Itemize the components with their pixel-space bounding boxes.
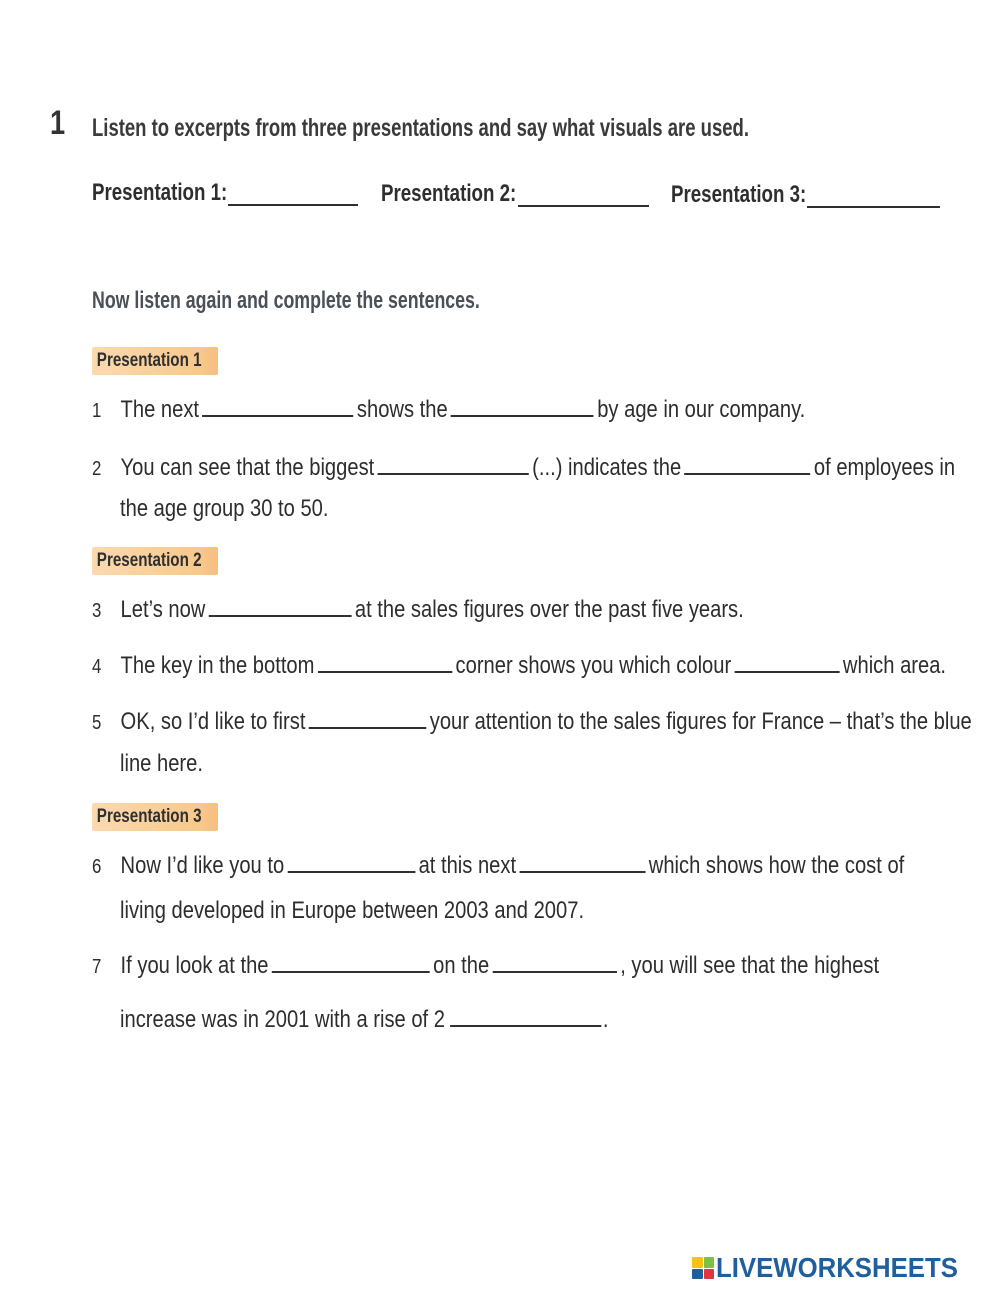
answer-blank[interactable] xyxy=(378,455,529,475)
question-text: of employees in xyxy=(813,454,956,481)
question-text: (...) indicates the xyxy=(532,454,682,481)
question-3 xyxy=(92,596,744,624)
section-tag-presentation-1 xyxy=(92,347,218,375)
question-text: If you look at the xyxy=(120,952,269,979)
question-text: at the sales figures over the past five years. xyxy=(354,596,744,623)
question-2-continuation: the age group 30 to 50. xyxy=(120,495,329,522)
answer-blank[interactable] xyxy=(450,1007,601,1027)
question-text: The next xyxy=(120,396,200,423)
question-text: , you will see that the highest xyxy=(620,952,880,979)
exercise-number: 1 xyxy=(50,104,66,142)
section-tag-label: Presentation 1 xyxy=(96,350,202,371)
liveworksheets-logo xyxy=(692,1252,979,1284)
question-5 xyxy=(92,708,972,736)
question-text: . xyxy=(602,1006,609,1033)
question-number: 5 xyxy=(92,712,102,734)
question-number: 1 xyxy=(92,400,102,422)
answer-blank[interactable] xyxy=(202,397,353,417)
question-7 xyxy=(92,952,879,980)
question-2 xyxy=(92,454,955,482)
section-tag-presentation-3 xyxy=(92,803,218,831)
presentation-3-label: Presentation 3: xyxy=(671,181,807,208)
question-4 xyxy=(92,652,946,680)
subtask-instruction: Now listen again and complete the sentences. xyxy=(92,287,480,314)
presentation-2-input[interactable] xyxy=(518,205,649,207)
answer-blank[interactable] xyxy=(209,597,352,617)
question-number: 2 xyxy=(92,458,102,480)
question-text: OK, so I’d like to first xyxy=(120,708,306,735)
presentation-1-label: Presentation 1: xyxy=(92,179,228,206)
question-1 xyxy=(92,396,805,424)
question-number: 4 xyxy=(92,656,102,678)
section-tag-label: Presentation 2 xyxy=(96,550,202,571)
question-6 xyxy=(92,852,904,880)
question-5-continuation: line here. xyxy=(120,750,203,777)
section-tag-presentation-2 xyxy=(92,547,218,575)
question-text: shows the xyxy=(356,396,448,423)
question-number: 6 xyxy=(92,856,102,878)
answer-blank[interactable] xyxy=(685,455,811,475)
question-text: Now I’d like you to xyxy=(120,852,285,879)
presentation-3-input[interactable] xyxy=(807,206,940,208)
question-text: corner shows you which colour xyxy=(455,652,732,679)
question-text: which area. xyxy=(842,652,947,679)
answer-blank[interactable] xyxy=(309,709,427,729)
question-text: at this next xyxy=(418,852,517,879)
question-text: Let’s now xyxy=(120,596,206,623)
question-text: your attention to the sales figures for France – that’s the blue xyxy=(429,708,972,735)
question-text: on the xyxy=(433,952,490,979)
answer-blank[interactable] xyxy=(288,853,416,873)
question-number: 7 xyxy=(92,956,102,978)
question-text: which shows how the cost of xyxy=(648,852,905,879)
question-text: The key in the bottom xyxy=(120,652,315,679)
section-tag-label: Presentation 3 xyxy=(96,806,202,827)
answer-blank[interactable] xyxy=(519,853,645,873)
answer-blank[interactable] xyxy=(318,653,452,673)
question-text: by age in our company. xyxy=(597,396,806,423)
question-text: You can see that the biggest xyxy=(120,454,375,481)
logo-wordmark: LIVEWORKSHEETS xyxy=(716,1252,958,1283)
logo-blocks-icon xyxy=(692,1257,714,1279)
presentation-2-label: Presentation 2: xyxy=(381,180,517,207)
question-number: 3 xyxy=(92,600,102,622)
question-text: increase was in 2001 with a rise of 2 xyxy=(120,1006,445,1033)
question-7-continuation xyxy=(120,1006,608,1034)
question-6-continuation: living developed in Europe between 2003 and 2007. xyxy=(120,897,585,924)
answer-blank[interactable] xyxy=(451,397,594,417)
presentation-1-input[interactable] xyxy=(228,204,358,206)
answer-blank[interactable] xyxy=(493,953,617,973)
answer-blank[interactable] xyxy=(272,953,430,973)
answer-blank[interactable] xyxy=(735,653,840,673)
exercise-instruction: Listen to excerpts from three presentations and say what visuals are used. xyxy=(92,114,749,142)
